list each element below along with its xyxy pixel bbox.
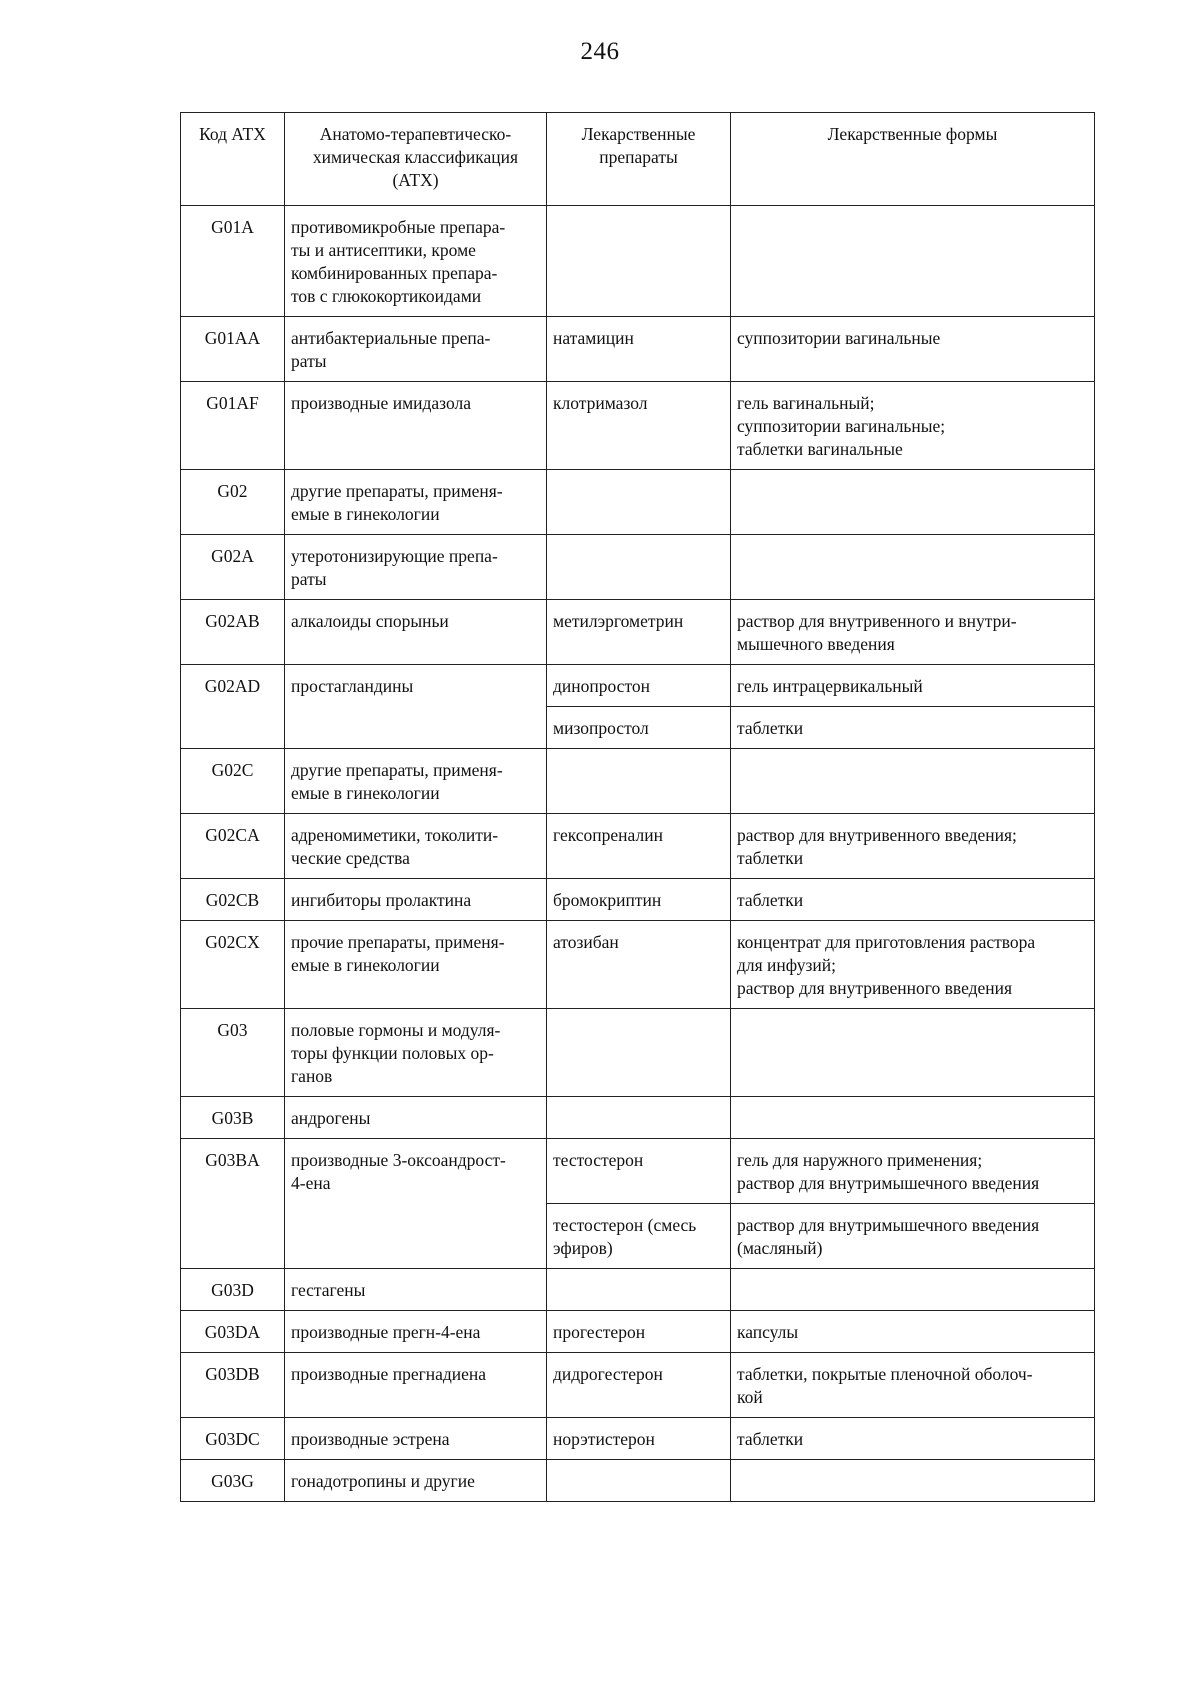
dosage-form-cell [731,206,1095,317]
header-row [181,113,1095,206]
atc-code-cell: G02CA [181,814,285,879]
atc-code-cell: G02AB [181,600,285,665]
atc-code-cell: G01AA [181,317,285,382]
classification-cell: производные прегн-4-ена [285,1311,547,1353]
drug-cell: тестостерон [547,1139,731,1204]
classification-cell: противомикробные препара- ты и антисептики, кроме комбинированных препара- тов с глюкокортикоидами [285,206,547,317]
atc-code-cell: G01A [181,206,285,317]
table-row [181,1460,1095,1502]
table-row [181,1269,1095,1311]
classification-cell: простагландины [285,665,547,749]
table-row [181,1097,1095,1139]
dosage-form-cell: суппозитории вагинальные [731,317,1095,382]
classification-cell: производные имидазола [285,382,547,470]
page-number: 246 [580,38,620,65]
classification-cell: производные эстрена [285,1418,547,1460]
table-row [181,749,1095,814]
classification-cell: другие препараты, применя- емые в гинекологии [285,749,547,814]
table-header [181,113,1095,206]
classification-cell: утеротонизирующие препа- раты [285,535,547,600]
dosage-form-cell: таблетки [731,879,1095,921]
classification-cell: половые гормоны и модуля- торы функции половых ор- ганов [285,1009,547,1097]
classification-cell: гонадотропины и другие [285,1460,547,1502]
drug-cell [547,535,731,600]
classification-cell: другие препараты, применя- емые в гинекологии [285,470,547,535]
drug-cell [547,1097,731,1139]
table-row [181,317,1095,382]
atc-code-cell: G02C [181,749,285,814]
table-row [181,600,1095,665]
drug-cell [547,470,731,535]
table-row [181,382,1095,470]
dosage-form-cell [731,1460,1095,1502]
drug-cell: дидрогестерон [547,1353,731,1418]
atc-code-cell: G02AD [181,665,285,749]
header-drugs: Лекарственные препараты [547,113,731,206]
dosage-form-cell [731,1269,1095,1311]
dosage-form-cell: гель интрацервикальный [731,665,1095,707]
dosage-form-cell: раствор для внутривенного введения; таблетки [731,814,1095,879]
table-row [181,879,1095,921]
atc-code-cell: G03G [181,1460,285,1502]
classification-cell: адреномиметики, токолити- ческие средства [285,814,547,879]
drug-cell [547,1269,731,1311]
drug-cell: атозибан [547,921,731,1009]
atc-code-cell: G03DB [181,1353,285,1418]
classification-cell: производные прегнадиена [285,1353,547,1418]
dosage-form-cell: таблетки [731,1418,1095,1460]
drug-cell [547,1009,731,1097]
classification-cell: гестагены [285,1269,547,1311]
table-row [181,535,1095,600]
atc-code-cell: G02A [181,535,285,600]
classification-cell: алкалоиды спорыньи [285,600,547,665]
classification-cell: прочие препараты, применя- емые в гинекологии [285,921,547,1009]
dosage-form-cell: гель вагинальный; суппозитории вагинальные; таблетки вагинальные [731,382,1095,470]
atc-code-cell: G01AF [181,382,285,470]
drug-cell [547,1460,731,1502]
dosage-form-cell: раствор для внутримышечного введения (масляный) [731,1204,1095,1269]
drug-cell: тестостерон (смесь эфиров) [547,1204,731,1269]
atc-code-cell: G03B [181,1097,285,1139]
atc-code-cell: G02CX [181,921,285,1009]
dosage-form-cell: концентрат для приготовления раствора для инфузий; раствор для внутривенного введения [731,921,1095,1009]
dosage-form-cell [731,1097,1095,1139]
drug-cell: клотримазол [547,382,731,470]
drug-cell: метилэргометрин [547,600,731,665]
atc-code-cell: G03D [181,1269,285,1311]
dosage-form-cell [731,535,1095,600]
header-dosage-forms: Лекарственные формы [731,113,1095,206]
table-row [181,1139,1095,1204]
classification-cell: андрогены [285,1097,547,1139]
dosage-form-cell [731,470,1095,535]
table-row [181,921,1095,1009]
drug-cell: натамицин [547,317,731,382]
drug-cell [547,206,731,317]
drug-cell: бромокриптин [547,879,731,921]
dosage-form-cell: капсулы [731,1311,1095,1353]
atc-code-cell: G03BA [181,1139,285,1269]
table-row [181,1353,1095,1418]
drug-cell: мизопростол [547,707,731,749]
classification-cell: антибактериальные препа- раты [285,317,547,382]
atc-code-cell: G03DC [181,1418,285,1460]
classification-cell: ингибиторы пролактина [285,879,547,921]
table-row [181,470,1095,535]
header-classification: Анатомо-терапевтическо- химическая классификация (АТХ) [285,113,547,206]
table-row [181,1418,1095,1460]
atc-code-cell: G02CB [181,879,285,921]
drug-cell: динопростон [547,665,731,707]
table-row [181,206,1095,317]
atc-code-cell: G02 [181,470,285,535]
dosage-form-cell [731,1009,1095,1097]
dosage-form-cell [731,749,1095,814]
classification-cell: производные 3-оксоандрост- 4-ена [285,1139,547,1269]
atc-code-cell: G03 [181,1009,285,1097]
header-atc-code: Код АТХ [181,113,285,206]
dosage-form-cell: таблетки [731,707,1095,749]
drug-cell: норэтистерон [547,1418,731,1460]
table-body [181,206,1095,1502]
dosage-form-cell: таблетки, покрытые пленочной оболоч- кой [731,1353,1095,1418]
atc-table [180,112,1095,1502]
dosage-form-cell: раствор для внутривенного и внутри- мышечного введения [731,600,1095,665]
atc-code-cell: G03DA [181,1311,285,1353]
table-row [181,665,1095,707]
table-row [181,1311,1095,1353]
drug-cell: гексопреналин [547,814,731,879]
table-row [181,1009,1095,1097]
dosage-form-cell: гель для наружного применения; раствор для внутримышечного введения [731,1139,1095,1204]
drug-cell: прогестерон [547,1311,731,1353]
drug-cell [547,749,731,814]
table-row [181,814,1095,879]
